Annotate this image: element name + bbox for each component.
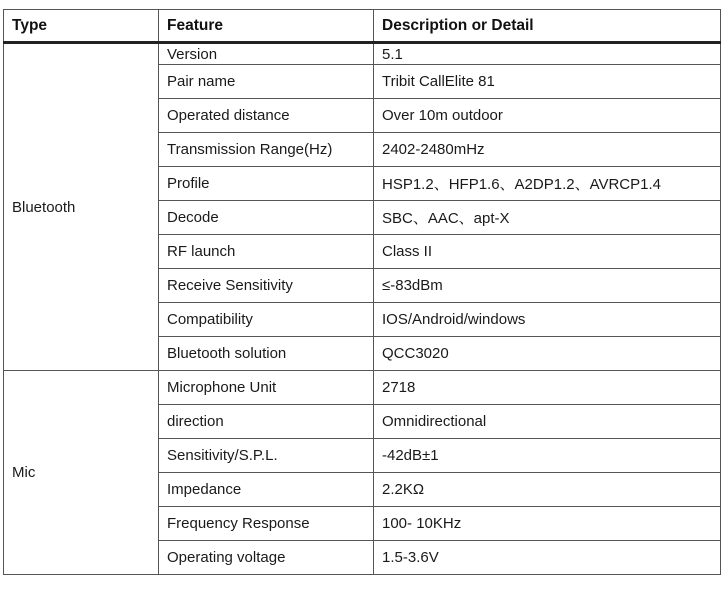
detail-cell: HSP1.2、HFP1.6、A2DP1.2、AVRCP1.4 — [374, 167, 721, 201]
detail-cell: IOS/Android/windows — [374, 303, 721, 337]
detail-cell: 2.2KΩ — [374, 473, 721, 507]
feature-cell: Receive Sensitivity — [159, 269, 374, 303]
feature-cell: direction — [159, 405, 374, 439]
type-cell: Bluetooth — [4, 43, 159, 371]
header-description: Description or Detail — [374, 10, 721, 43]
spec-table — [3, 9, 721, 575]
feature-cell: Operating voltage — [159, 541, 374, 575]
detail-cell: Over 10m outdoor — [374, 99, 721, 133]
detail-cell: -42dB±1 — [374, 439, 721, 473]
header-type: Type — [4, 10, 159, 43]
feature-cell: Compatibility — [159, 303, 374, 337]
feature-cell: Impedance — [159, 473, 374, 507]
detail-cell: QCC3020 — [374, 337, 721, 371]
header-row — [4, 10, 721, 43]
feature-cell: Operated distance — [159, 99, 374, 133]
type-cell: Mic — [4, 371, 159, 575]
spec-table-body — [4, 43, 721, 575]
detail-cell: 2402-2480mHz — [374, 133, 721, 167]
feature-cell: Microphone Unit — [159, 371, 374, 405]
detail-cell: ≤-83dBm — [374, 269, 721, 303]
detail-cell: Omnidirectional — [374, 405, 721, 439]
table-row — [4, 43, 721, 65]
detail-cell: SBC、AAC、apt-X — [374, 201, 721, 235]
detail-cell: Tribit CallElite 81 — [374, 65, 721, 99]
detail-cell: Class II — [374, 235, 721, 269]
feature-cell: Transmission Range(Hz) — [159, 133, 374, 167]
detail-cell: 100- 10KHz — [374, 507, 721, 541]
feature-cell: Pair name — [159, 65, 374, 99]
feature-cell: Sensitivity/S.P.L. — [159, 439, 374, 473]
header-feature: Feature — [159, 10, 374, 43]
detail-cell: 2718 — [374, 371, 721, 405]
table-row — [4, 371, 721, 405]
detail-cell: 1.5-3.6V — [374, 541, 721, 575]
feature-cell: RF launch — [159, 235, 374, 269]
feature-cell: Decode — [159, 201, 374, 235]
feature-cell: Bluetooth solution — [159, 337, 374, 371]
feature-cell: Frequency Response — [159, 507, 374, 541]
detail-cell: 5.1 — [374, 43, 721, 65]
feature-cell: Profile — [159, 167, 374, 201]
feature-cell: Version — [159, 43, 374, 65]
